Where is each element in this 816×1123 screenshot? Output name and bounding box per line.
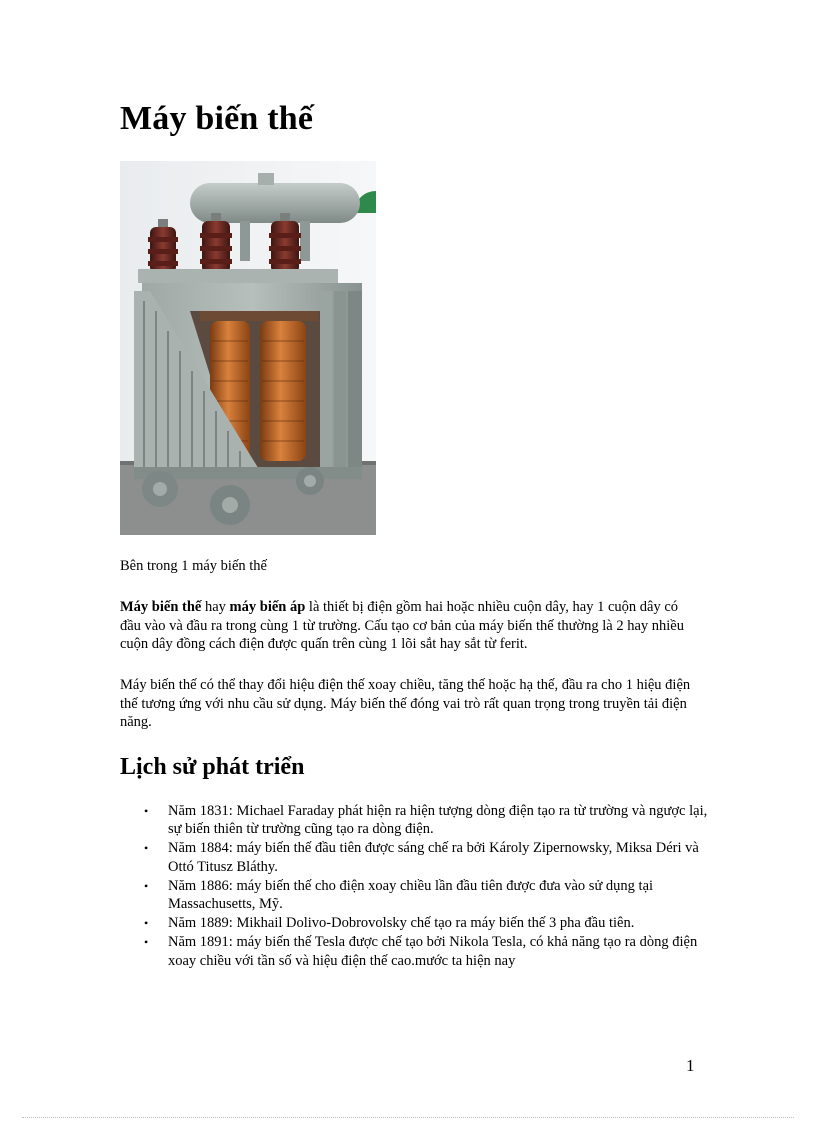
bullet-icon: • (144, 878, 149, 893)
figure-caption: Bên trong 1 máy biến thế (120, 558, 267, 574)
bullet-icon: • (144, 804, 149, 818)
page-title: Máy biến thế (120, 100, 314, 137)
list-item (120, 839, 710, 875)
list-item (120, 802, 710, 838)
intro-paragraph (120, 598, 700, 654)
list-item-text: Năm 1889: Mikhail Dolivo-Dobrovolsky chế tạo ra máy biến thế 3 pha đầu tiên. (168, 915, 635, 932)
list-item (120, 914, 710, 932)
intro-text: là thiết bị điện gồm hai hoặc nhiều cuộn dây, hay 1 cuộn dây có đầu vào và đầu ra trong cùng 1 từ trường. Cấu tạo cơ bản của máy biến thế thường là 2 hay nhiều cuộn dây đồng cách điện được quấn trên cùng 1 lõi sắt hay sắt từ ferit. (120, 599, 684, 652)
page-number: 1 (686, 1056, 695, 1075)
list-item-text: Năm 1886: máy biến thế cho điện xoay chiều lần đầu tiên được đưa vào sử dụng tại Massachusetts, Mỹ. (168, 877, 654, 913)
term-connector: hay (201, 599, 230, 615)
function-paragraph: Máy biến thế có thể thay đổi hiệu điện thế xoay chiều, tăng thế hoặc hạ thế, đầu ra cho 1 hiệu điện thế tương ứng với nhu cầu sử dụng. Máy biến thế đóng vai trò rất quan trọng trong truyền tải điện năng. (120, 677, 691, 730)
list-item (120, 933, 710, 969)
bullet-icon: • (144, 841, 149, 856)
term-may-bien-the: Máy biến thế (120, 599, 202, 615)
list-item-text: Năm 1891: máy biến thế Tesla được chế tạo bởi Nikola Tesla, có khả năng tạo ra dòng điện xoay chiều với tần số và hiệu điện thế cao.mước ta hiện nay (168, 934, 698, 969)
list-item-text: Năm 1831: Michael Faraday phát hiện ra hiện tượng dòng điện tạo ra từ trường và ngược lại, sự biến thiên từ trường cũng tạo ra dòng điện. (168, 803, 708, 838)
term-may-bien-ap: máy biến áp (229, 599, 306, 615)
list-item (120, 877, 710, 913)
history-heading: Lịch sử phát triển (120, 754, 305, 780)
bullet-icon: • (144, 935, 149, 950)
list-item-text: Năm 1884: máy biến thế đầu tiên được sáng chế ra bởi Károly Zipernowsky, Miksa Déri và Ottó Titusz Bláthy. (168, 840, 699, 875)
history-list (120, 802, 710, 971)
page-bottom-divider (22, 1117, 794, 1118)
bullet-icon: • (144, 916, 149, 931)
transformer-photo-icon (120, 161, 376, 535)
